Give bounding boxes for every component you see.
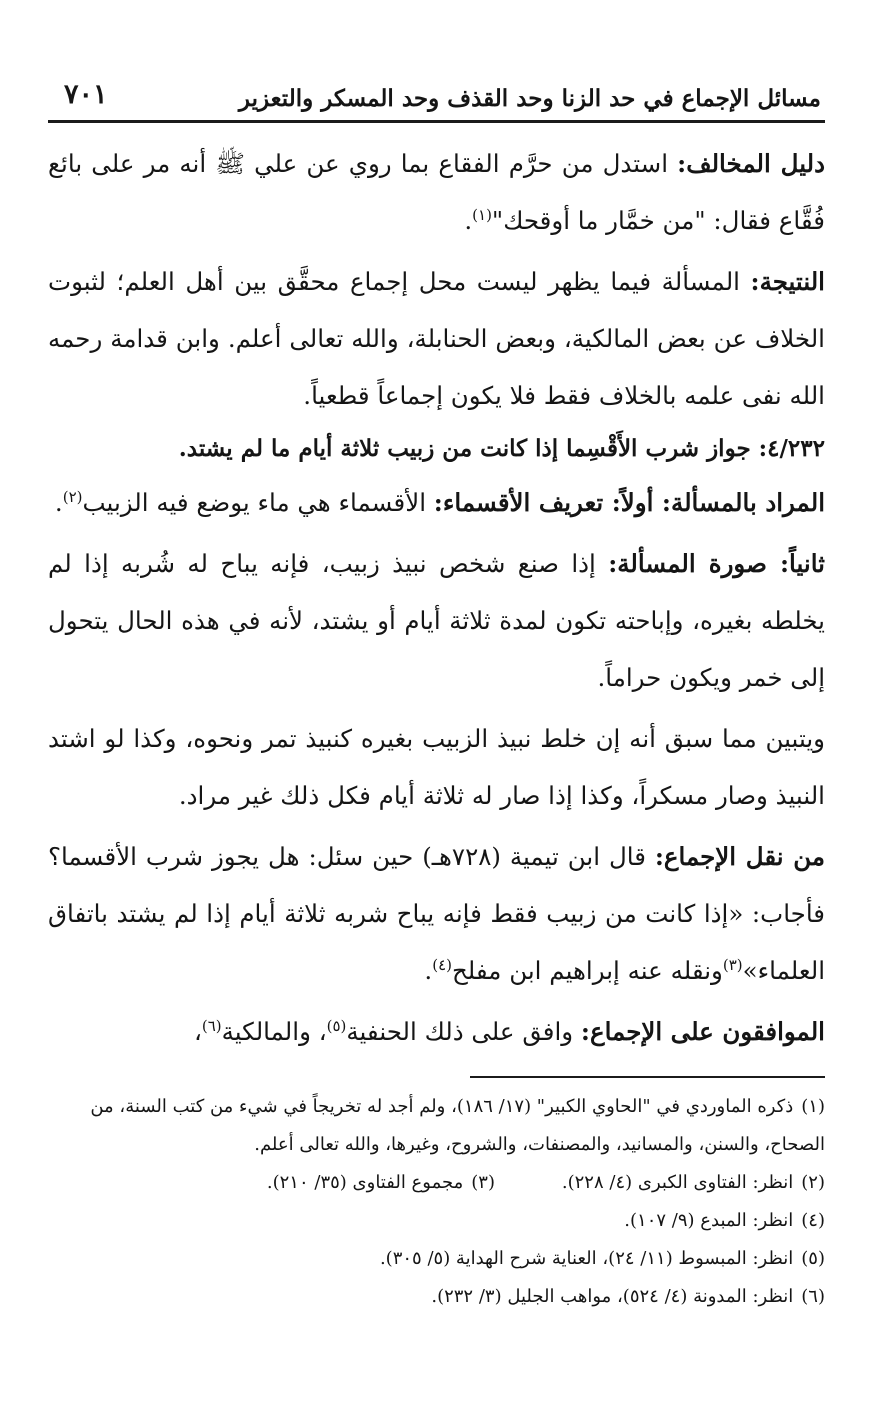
paragraph-text: استدل من حرَّم الفقاع بما روي عن علي ﷺ أنه مر على بائع فُقَّاع فقال: "من خمَّار ما أوقحك" — [48, 149, 825, 235]
paragraph-case-form — [48, 535, 825, 706]
footnote-text: انظر: المدونة (٤/ ٥٢٤)، مواهب الجليل (٣/ ٢٣٢). — [431, 1286, 794, 1307]
section-heading: ٤/٢٣٢: جواز شرب الأَقْسِما إذا كانت من زبيب ثلاثة أيام ما لم يشتد. — [178, 435, 825, 462]
paragraph-result — [48, 253, 825, 424]
paragraph-lead: ثانياً: صورة المسألة: — [608, 549, 825, 578]
footnote-text: انظر: المبسوط (١١/ ٢٤)، العناية شرح الهداية (٥/ ٣٠٥). — [379, 1248, 794, 1269]
paragraph-text-continued: ونقله عنه إبراهيم ابن مفلح — [451, 956, 723, 985]
footnotes — [48, 1088, 825, 1316]
paragraph-consensus-transmission — [48, 828, 825, 999]
page-number: ٧٠١ — [64, 79, 108, 110]
paragraph-agreeing-schools — [48, 1003, 825, 1060]
paragraph-text: المسألة فيما يظهر ليست محل إجماع محقَّق بين أهل العلم؛ لثبوت الخلاف عن بعض المالكية، وبعض الحنابلة، والله تعالى أعلم. وابن قدامة رحمه الله نفى علمه بالخلاف فقط فلا يكون إجماعاً قطعياً. — [48, 267, 825, 410]
paragraph-lead: من نقل الإجماع: — [654, 842, 825, 871]
footnote-5 — [48, 1240, 825, 1278]
paragraph-lead: دليل المخالف: — [677, 149, 825, 178]
footnote-3 — [267, 1164, 495, 1202]
footnote-number: (٣) — [471, 1172, 495, 1193]
paragraph-text-continued: ، والمالكية — [221, 1017, 327, 1046]
footnote-number: (٢) — [801, 1172, 825, 1193]
footnote-ref[interactable]: (٦) — [201, 1016, 222, 1035]
footnote-text: مجموع الفتاوى (٣٥/ ٢١٠). — [266, 1172, 464, 1193]
footnote-ref[interactable]: (٥) — [326, 1016, 347, 1035]
paragraph-lead: الموافقون على الإجماع: — [580, 1017, 825, 1046]
footnote-4 — [48, 1202, 825, 1240]
footnote-6 — [48, 1278, 825, 1316]
paragraph-text: ويتبين مما سبق أنه إن خلط نبيذ الزبيب بغيره كنبيذ تمر ونحوه، وكذا لو اشتد النبيذ وصار مسكراً، وكذا إذا صار له ثلاثة أيام فكل ذلك غير مراد. — [48, 724, 825, 810]
footnote-number: (١) — [801, 1096, 825, 1117]
paragraph-definition — [48, 474, 825, 531]
footnote-ref[interactable]: (٣) — [722, 955, 743, 974]
main-text — [48, 135, 825, 1060]
paragraph-end: . — [54, 488, 63, 517]
paragraph-text: إذا صنع شخص نبيذ زبيب، فإنه يباح له شُربه إذا لم يخلطه بغيره، وإباحته تكون لمدة ثلاثة أيام أو يشتد، لأنه في هذه الحال يتحول إلى خمر ويكون حراماً. — [48, 549, 825, 692]
footnote-2 — [495, 1164, 825, 1202]
paragraph-text: قال ابن تيمية (٧٢٨هـ) حين سئل: هل يجوز شرب الأقسما؟ فأجاب: «إذا كانت من زبيب فقط فإنه يباح شربه ثلاثة أيام إذا لم يشتد باتفاق العلماء» — [48, 842, 825, 985]
footnote-text: انظر: المبدع (٩/ ١٠٧). — [624, 1210, 794, 1231]
paragraph-text: الأقسماء هي ماء يوضع فيه الزبيب — [82, 488, 434, 517]
paragraph-end: . — [464, 206, 473, 235]
paragraph-clarification — [48, 710, 825, 824]
book-page — [48, 70, 825, 1316]
paragraph-text: وافق على ذلك الحنفية — [346, 1017, 581, 1046]
footnote-divider — [470, 1076, 825, 1078]
paragraph-lead: المراد بالمسألة: أولاً: تعريف الأقسماء: — [433, 488, 825, 517]
paragraph-end: ، — [193, 1017, 202, 1046]
footnote-ref[interactable]: (٤) — [432, 955, 452, 974]
paragraph-opponent-evidence — [48, 135, 825, 249]
footnote-number: (٥) — [801, 1248, 825, 1269]
footnote-text: انظر: الفتاوى الكبرى (٤/ ٢٢٨). — [561, 1172, 794, 1193]
footnote-ref[interactable]: (١) — [472, 205, 492, 224]
footnote-row-2-3 — [48, 1164, 825, 1202]
page-header — [48, 70, 825, 123]
footnote-ref[interactable]: (٢) — [62, 487, 83, 506]
paragraph-end: . — [424, 956, 433, 985]
footnote-1 — [48, 1088, 825, 1164]
footnote-number: (٦) — [801, 1286, 825, 1307]
paragraph-lead: النتيجة: — [750, 267, 825, 296]
footnote-text: ذكره الماوردي في "الحاوي الكبير" (١٧/ ١٨٦)، ولم أجد له تخريجاً في شيء من كتب السنة، من الصحاح، والسنن، والمسانيد، والمصنفات، والشروح، وغيرها، والله تعالى أعلم. — [90, 1096, 825, 1155]
footnote-number: (٤) — [801, 1210, 825, 1231]
running-title: مسائل الإجماع في حد الزنا وحد القذف وحد المسكر والتعزير — [238, 85, 821, 112]
